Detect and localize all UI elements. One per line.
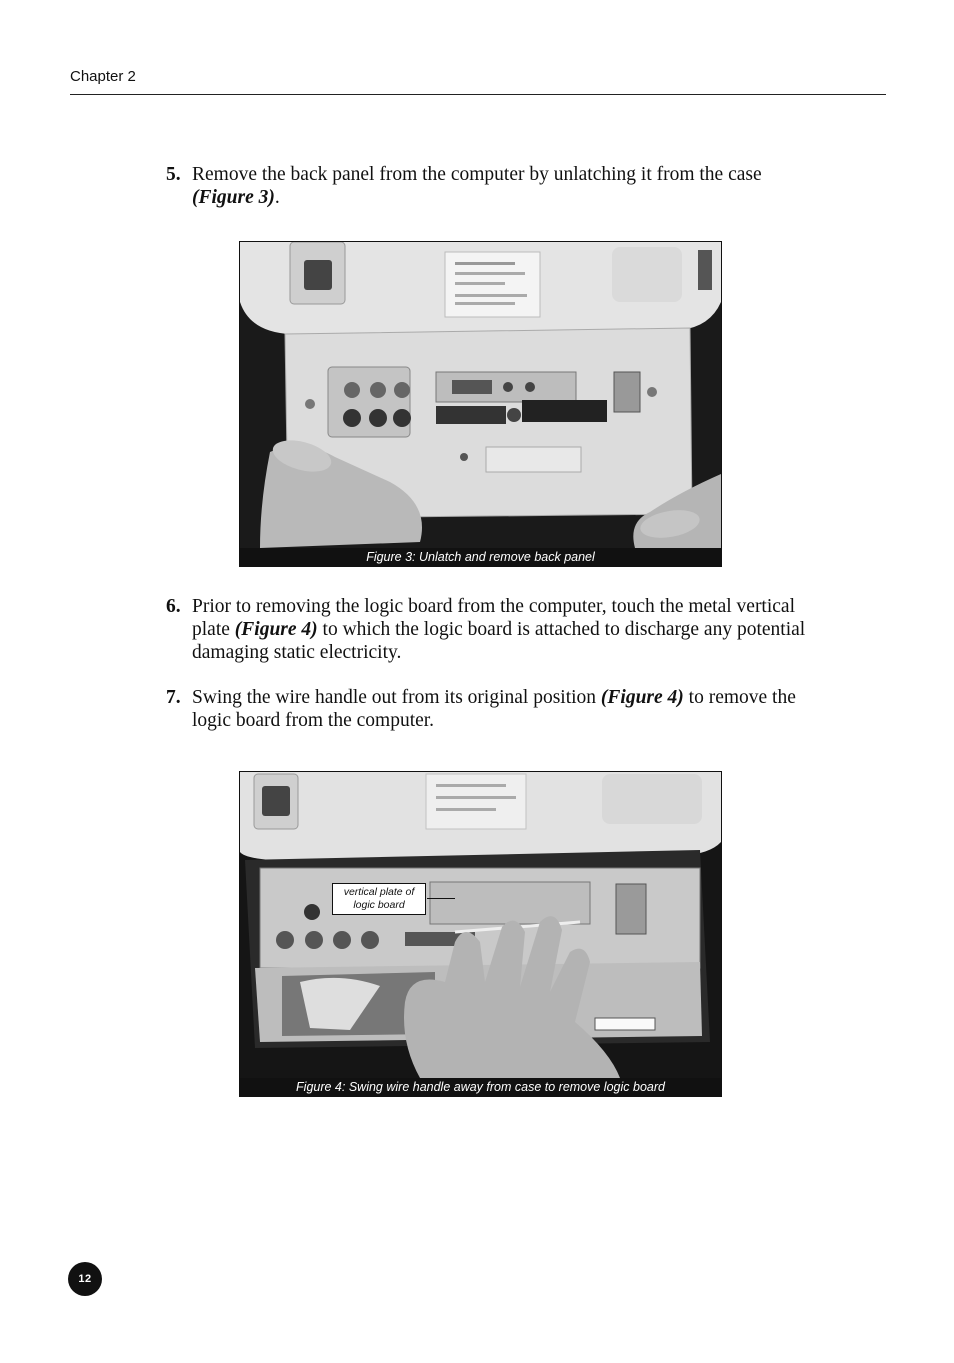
step-text: Prior to removing the logic board from the computer, touch the metal vertical plate (Figure 4) to which the logic board is attached to discharge any potential damaging static electricity. <box>192 596 806 663</box>
figure-4 <box>239 771 722 1097</box>
step-5 <box>166 163 806 209</box>
step-7 <box>166 686 806 732</box>
step-number: 6. <box>166 596 181 617</box>
header-divider <box>70 94 886 95</box>
callout-leader-line <box>427 898 455 899</box>
figure-3-caption: Figure 3: Unlatch and remove back panel <box>240 548 721 566</box>
figure-4-photo <box>240 772 721 1078</box>
figure-reference: (Figure 4) <box>600 687 684 708</box>
chapter-header: Chapter 2 <box>70 68 136 85</box>
step-6 <box>166 595 806 664</box>
step-number: 5. <box>166 164 181 185</box>
figure-reference: (Figure 3) <box>192 187 275 208</box>
step-number: 7. <box>166 687 181 708</box>
figure-3-photo <box>240 242 721 548</box>
figure-3 <box>239 241 722 567</box>
step-text: Remove the back panel from the computer by unlatching it from the case (Figure 3). <box>192 164 762 208</box>
figure-reference: (Figure 4) <box>234 619 318 640</box>
page-number-badge: 12 <box>68 1262 102 1296</box>
step-text: Swing the wire handle out from its original position (Figure 4) to remove the logic board from the computer. <box>192 687 796 731</box>
figure-4-caption: Figure 4: Swing wire handle away from case to remove logic board <box>240 1078 721 1096</box>
vertical-plate-callout: vertical plate of logic board <box>332 883 426 915</box>
